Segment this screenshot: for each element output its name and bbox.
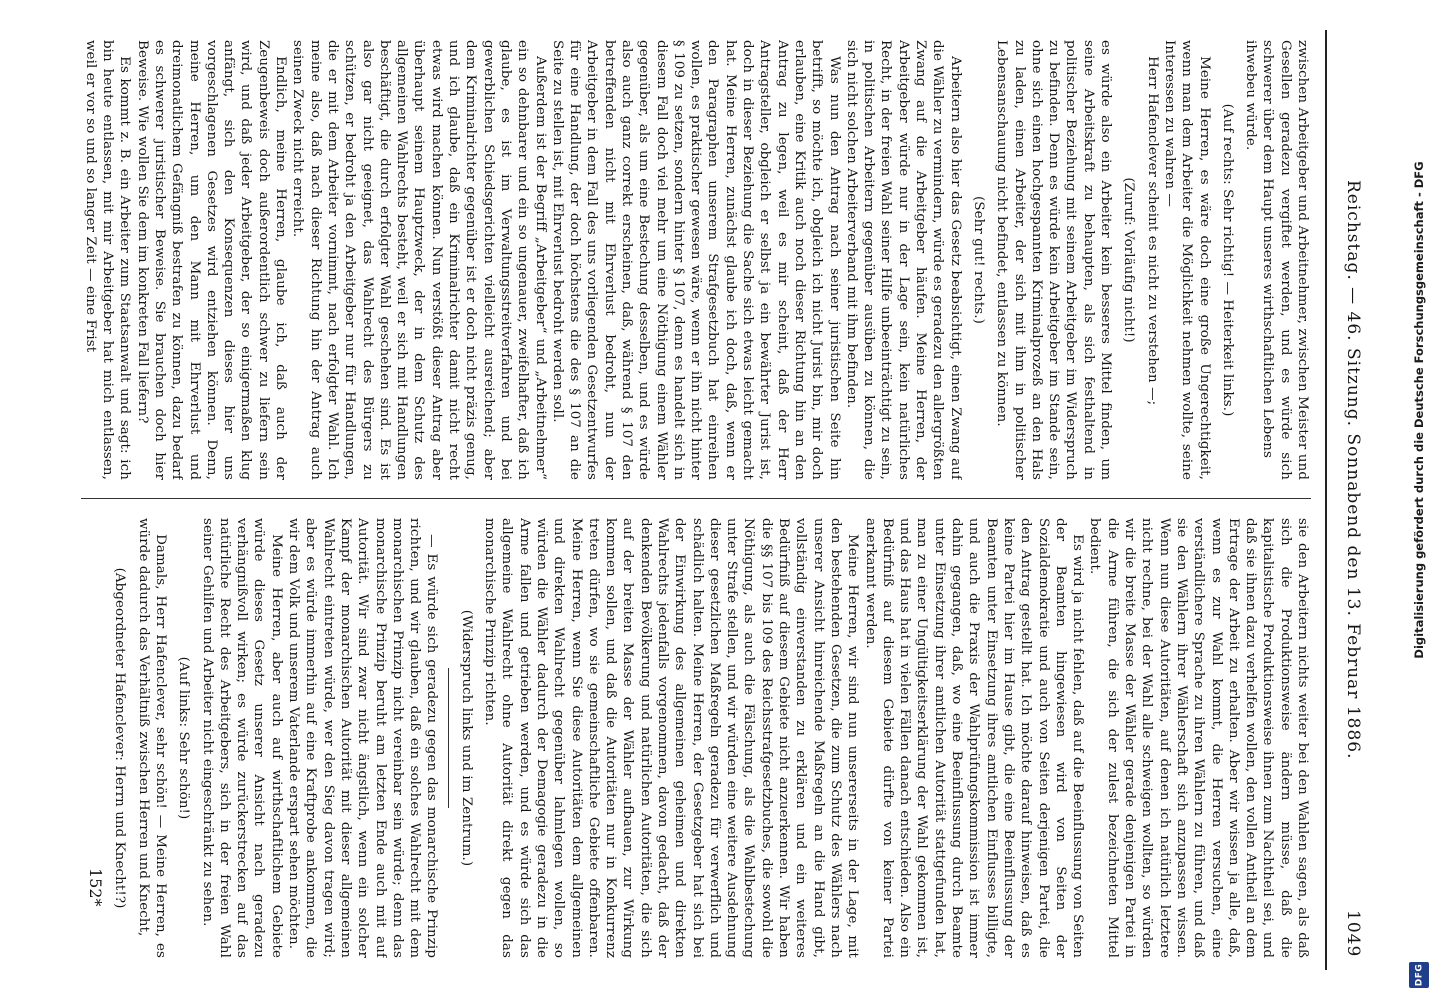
paragraph: sie den Arbeitern nichts weiter bei den Wahlen sagen, als daß sich die Produktionsweise ändern müsse, daß die kapitalistische Produktionsweise ihnen zum Nachtheil sei, und daß sie ihnen dazu verhelfen wollen, den vollen Antheil an dem Ertrage der Arbeit zu erhalten. Aber wir wissen ja alle, daß, wenn es zur Wahl kommt, die Herren versuchen, eine verständlichere Sprache zu ihren Wählern zu führen, und daß sie den Wählern ihrer Wählerschaft sich anzupassen wissen. Wenn nun diese Autoritäten, auf denen ich natürlich letztere nicht rechne, bei der Wahl alle schweigen wollten, so würden wir die breite Masse der Wähler gerade denjenigen Partei in die Arme führen, die sich der zulest bezeichneten Mittel bedient. <box>1087 518 1310 958</box>
paragraph: Meine Herren, aber auch auf wirthschaftlichem Gebiete würde dieses Gesetz unserer Ansicht nach geradezu verhängnißvoll wirken; es würde zurückerstrecken auf das natürliche Recht des Arbeitgebers, sich in der freien Wahl seiner Gehilfen und Arbeiter nicht eingeschränkt zu sehen. <box>199 518 284 958</box>
paragraph: Außerdem ist der Begriff „Arbeitgeber“ und „Arbeitnehmer“ ein so dehnbarer und ein so ungenauer, zweifelhafter, daß ich glaube, es ist im Verwaltungsstreitverfahren und bei gewerblichen Schiedsgerichten vielleicht ausreichend; aber dem Kriminalrichter gegenüber ist er doch nicht präzis genug, und ich glaube, daß ein Kriminalrichter damit nicht recht etwas wird machen können. Nun verstößt dieser Antrag aber überhaupt seinem Hauptzweck, der in dem Schutz des allgemeinen Wahlrechts besteht, weil er sich mit Handlungen beschäftigt, die durch erfolgter Wahl geschehen sind. Es ist also gar nicht geeignet, das Wahlrecht des Bürgers zu schützen, er bedroht ja den Arbeitgeber nur für Handlungen, die er mit dem Arbeiter vornimmt, nach erfolgter Wahl. Ich meine also, daß nach dieser Richtung hin der Antrag auch seinen Zweck nicht erreicht. <box>290 40 548 480</box>
dfg-logo-text: DFG <box>1414 963 1425 987</box>
header-title: Reichstag. — 46. Sitzung. Sonnabend den 13. Februar 1886. <box>1343 180 1363 760</box>
paragraph: Damals, Herr Hafenclever, sehr schön! — Meine Herren, es würde dadurch das Verhältniß zwischen Herren und Knecht, <box>135 518 168 958</box>
paragraph: Herr Hafenclever scheint es nicht zu verstehen —; <box>1144 56 1160 406</box>
paragraph: Was nun den Antrag nach seiner juristischen Seite hin betrifft, so möchte ich, obgleich ich nicht Jurist bin, mir doch erlauben, eine Kritik auch noch dieser Richtung hin an den Antrag zu legen, weil es mir scheint, daß der Herr Antragsteller, obgleich er selbst ja ein bewährter Jurist ist, doch in dieser Beziehung die Sache sich etwas leicht gemacht hat. Meine Herren, zunächst glaube ich doch, daß, wenn er den Paragraphen unserem Strafgesetzbuch hat einreihen wollen, es praktischer gewesen wäre, wenn er ihn nicht hinter § 109 zu setzen, sondern hinter § 107, denn es handelt sich in diesem Fall doch viel mehr um eine Nöthigung einem Wähler gegenüber, als um eine Bestechung desselben, und es würde also auch ganz correkt erscheinen, daß, während § 107 den betreffenden nicht mit Ehrverlust bedroht, nun der Arbeitgeber in dem Fall des uns vorliegenden Gesetzentwurfes für eine Handlung, der doch höchstens die des § 107 an die Seite zu stellen ist, mit Ehrverlust bedroht werden soll. <box>549 40 842 480</box>
paragraph: — Es würde sich geradezu gegen das monarchische Prinzip richten, und wir glauben, daß ein solches Wahlrecht mit dem monarchischen Prinzip nicht vereinbar sein würde; denn das monarchische Prinzip beruht am letzten Ende auch mit auf Autorität. Wir sind zwar nicht ängstlich, wenn ein solcher Kampf der monarchischen Autorität mit dieser allgemeinen Wahlrecht eintreten würde, wer den Sieg davon tragen wird; aber es würde immerhin auf eine Kraftprobe ankommen, die wir dem Volk und unserem Vaterlande erspart sehen möchten. <box>286 518 440 958</box>
paragraph: Meine Herren, es wäre doch eine große Ungerechtigkeit, wenn man dem Arbeiter die Möglichkeit nehmen wollte, seine Interessen zu wahren — <box>1161 40 1212 480</box>
left-column <box>71 40 1311 480</box>
interjection: (Widerspruch links und im Zentrum.) <box>458 609 474 867</box>
interjection: (Sehr gut! rechts.) <box>970 196 986 324</box>
sheet-signature: 152* <box>86 868 105 907</box>
paragraph: es würde also ein Arbeiter kein besseres Mittel finden, um seine Arbeitskraft zu behaupten, als sich festhaltend in politischer Beziehung mit seinem Arbeitgeber im Widerspruch zu befinden. Denn es würde kein Arbeitgeber im Stande sein, ohne sich einen hochgespannten Kriminalprozeß an den Hals zu laden, einen Arbeiter, der sich mit ihm in politischer Lebensanschauung nicht befindet, entlassen zu können. <box>994 40 1114 480</box>
page-header <box>1331 30 1371 970</box>
paragraph: Meine Herren, wir sind nun unsererseits in der Lage, mit den bestehenden Gesetzen, die zum Schutz des Wählers nach unserer Ansicht hinreichende Maßregeln an die Hand gibt, vollständig einverstanden zu erklären und ein weiteres Bedürfniß auf diesem Gebiete nicht anzuerkennen. Wir haben die §§ 107 bis 109 des Reichsstrafgesetzbuches, die sowohl die Nöthigung, als auch die Fälschung, als die Wahlbestechung unter Strafe stellen, und wir würden eine weitere Ausdehnung dieser gesetzlichen Maßregeln geradezu für verwerflich und schädlich halten. Meine Herren, der Gesetzgeber hat sich bei der Einwirkung des allgemeinen geheimen und direkten Wahlrechts jedenfalls vorgenommen, davon gedacht, daß der denkenden Bevölkerung und natürlichen Autoritäten, die sich auf der breiten Masse der Wähler aufbauen, zur Wirkung kommen sollen, und daß die Autoritäten nur in Konkurrenz treten dürfen, wo sie gemeinschaftliche Gebiete offenbaren. Meine Herren, wenn Sie diese Autoritäten dem allgemeinen und direkten Wahlrecht gegenüber lahmlegen wollen, so würden die Wähler dadurch der Demagogie geradezu in die Arme fallen und getrieben werden, und es würde sich das allgemeine Wahlrecht ohne Autorität direkt gegen das monarchische Prinzip richten. <box>482 518 861 958</box>
column-divider <box>81 498 1311 499</box>
section-rule <box>448 668 449 808</box>
page-number: 1049 <box>1343 910 1363 958</box>
interjection: (Auf rechts: Sehr richtig! — Heiterkeit links.) <box>1219 103 1235 417</box>
interjection: (Auf links: Sehr schön!) <box>176 656 192 820</box>
interjection: (Zuruf: Vorläufig nicht!) <box>1121 177 1137 343</box>
digitization-sidebar <box>1406 0 1432 1000</box>
funding-note: Digitalisierung gefördert durch die Deutsche Forschungsgemeinschaft - DFG <box>1412 161 1426 659</box>
paragraph: ihwebeu würde. <box>1243 40 1259 151</box>
header-rule <box>1325 30 1327 970</box>
paragraph: Es kommt z. B. ein Arbeiter zum Staatsanwalt und sagt: ich bin heute entlassen, mit mir Arbeitgeber hat mich entlassen, weil er vor so und so langer Zeit — eine Frist <box>82 40 133 480</box>
paragraph: Arbeitern also hier das Gesetz beabsichtigt, einen Zwang auf die Wähler zu vermindern, würde es geradezu den allergrößten Zwang auf die Arbeitgeber häufen. Meine Herren, der Arbeitgeber würde nur in der Lage sein, kein natürliches Recht, in der freien Wahl seiner Hilfe unbeeinträchtigt zu sein, in politischen Arbeitern gegenüber ausüben zu können, die sich nicht solchen Arbeiterverband mit ihm befinden. <box>843 40 963 480</box>
paragraph: Es wird ja nicht fehlen, daß auf die Beeinflussung von Seiten der Beamten hingewiesen wird von Seiten der Sozialdemokratie und auch von Seiten derjenigen Partei, die den Antrag gestellt hat. Ich möchte darauf hinweisen, daß es keine Partei hier im Hause gibt, die eine Beeinflussung der Beamten unter Einsetzung ihres amtlichen Einflusses billigte, und auch die Praxis der Wahlprüfungskommission ist immer dahin gegangen, daß, wo eine Beeinflussung durch Beamte unter Einsetzung ihrer amtlichen Autorität stattgefunden hat, man zu einer Ungültigkeitserklärung der Wahl gekommen ist, und das Haus hat in vielen Fällen danach entschieden. Also ein Bedürfniß auf diesem Gebiete dürfte von keiner Partei anerkannt werden. <box>862 518 1086 958</box>
interjection: (Abgeordneter Hafenclever: Herrn und Knecht!?) <box>112 567 128 909</box>
paragraph: Endlich, meine Herren, glaube ich, daß auch der Zeugenbeweis doch außerordentlich schwer zu liefern sein wird, und daß jeder Arbeitgeber, der so einigermaßen klug anfängt, sich den Konsequenzen dieses hier uns vorgeschlagenen Gesetzes wird entziehen können. Denn, meine Herren, um den Mann mit Ehrverlust und dreimonatlichem Gefängniß bestrafen zu können, dazu bedarf es schwerer juristischer Beweise. Sie brauchen doch hier Beweise. Wie wollen Sie dem im konkreten Fall liefern? <box>134 40 289 480</box>
dfg-logo-icon <box>1409 962 1429 988</box>
right-column <box>71 518 1311 958</box>
rotated-page-content <box>61 30 1371 970</box>
paragraph: zwischen Arbeitgeber und Arbeitnehmer, zwischen Meister und Gesellen geradezu vergiftet werden, und es würde sich schwerer über dem Haupt unseres wirthschaftlichen Lebens <box>1260 40 1310 480</box>
